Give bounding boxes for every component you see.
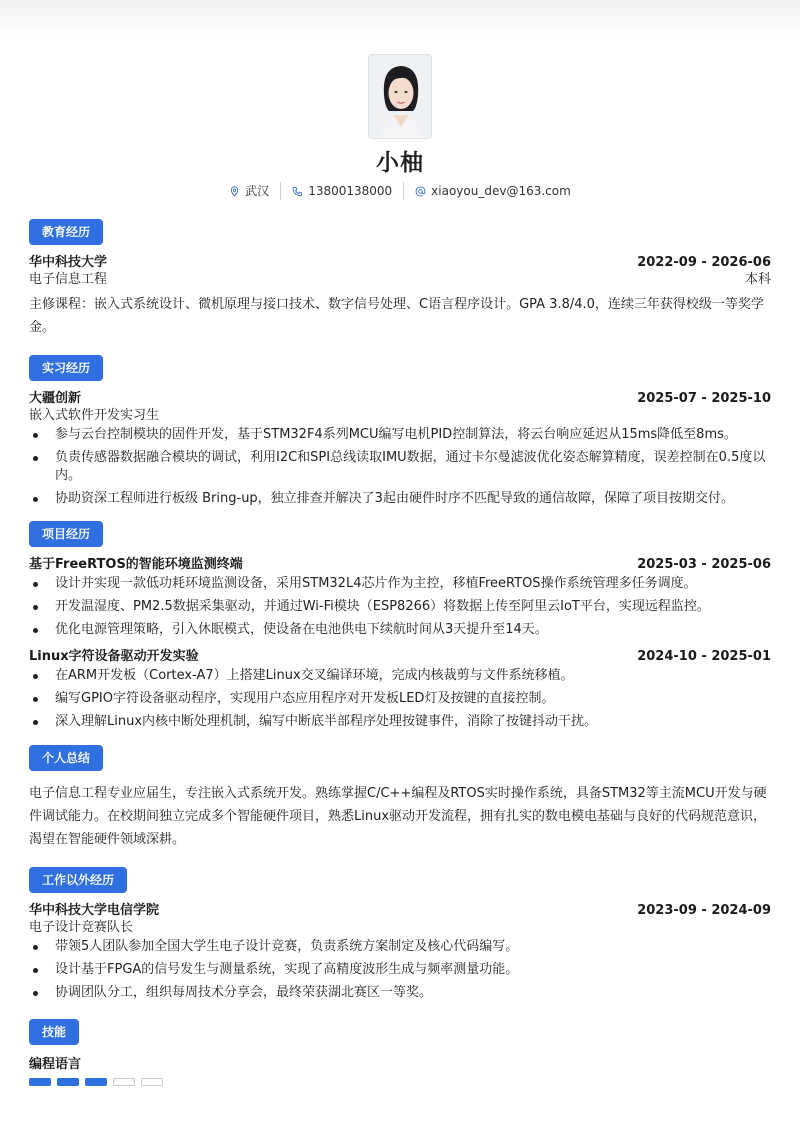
projects-heading: 项目经历: [29, 521, 103, 547]
school-name: 华中科技大学: [29, 255, 108, 270]
skills-heading: 技能: [29, 1019, 79, 1045]
education-row: [29, 254, 771, 271]
contact-email-address[interactable]: xiaoyou_dev@163.com: [431, 184, 571, 198]
phone-icon: [292, 186, 303, 197]
list-item: 协调团队分工，组织每周技术分享会，最终荣获湖北赛区一等奖。: [29, 984, 771, 1002]
education-description: 主修课程：嵌入式系统设计、微机原理与接口技术、数字信号处理、C语言程序设计。GPA 3.8/4.0，连续三年获得校级一等奖学金。: [29, 297, 764, 335]
project-row: [29, 556, 771, 573]
resume-header: [29, 0, 771, 200]
internship-bullets: [29, 426, 771, 508]
project-row: [29, 648, 771, 665]
education-heading: 教育经历: [29, 219, 103, 245]
location-pin-icon: [229, 186, 240, 197]
education-section: [29, 219, 771, 339]
internship-role: 嵌入式软件开发实习生: [29, 408, 160, 423]
contact-city: 武汉: [245, 184, 270, 198]
extra-heading: 工作以外经历: [29, 867, 127, 893]
list-item: 参与云台控制模块的固件开发，基于STM32F4系列MCU编写电机PID控制算法，将云台响应延迟从15ms降低至8ms。: [29, 426, 771, 444]
list-item: 优化电源管理策略，引入休眠模式，使设备在电池供电下续航时间从3天提升至14天。: [29, 621, 771, 639]
contact-phone-number[interactable]: 13800138000: [308, 184, 393, 198]
list-item: 开发温湿度、PM2.5数据采集驱动，并通过Wi-Fi模块（ESP8266）将数据上传至阿里云IoT平台，实现远程监控。: [29, 598, 771, 616]
project-bullets: [29, 667, 771, 731]
contact-location: [218, 182, 280, 200]
skill-level-segment: [113, 1078, 135, 1086]
portrait-image: [369, 55, 432, 139]
list-item: 在ARM开发板（Cortex-A7）上搭建Linux交叉编译环境，完成内核裁剪与文件系统移植。: [29, 667, 771, 685]
extra-org-name: 华中科技大学电信学院: [29, 903, 160, 918]
extra-role: 电子设计竞赛队长: [29, 920, 134, 935]
internship-section: [29, 355, 771, 508]
education-subrow: [29, 271, 771, 288]
extra-row: [29, 902, 771, 919]
list-item: 设计并实现一款低功耗环境监测设备，采用STM32L4芯片作为主控，移植FreeRTOS操作系统管理多任务调度。: [29, 575, 771, 593]
education-major: 电子信息工程: [29, 272, 108, 287]
contact-bar: [29, 182, 771, 200]
project-name: 基于FreeRTOS的智能环境监测终端: [29, 557, 243, 572]
skills-section: [29, 1019, 771, 1086]
list-item: 负责传感器数据融合模块的调试，利用I2C和SPI总线读取IMU数据，通过卡尔曼滤波优化姿态解算精度，误差控制在0.5度以内。: [29, 449, 771, 485]
summary-section: [29, 745, 771, 851]
list-item: 协助资深工程师进行板级 Bring-up，独立排查并解决了3起由硬件时序不匹配导致的通信故障，保障了项目按期交付。: [29, 490, 771, 508]
project-dates: 2024-10 - 2025-01: [637, 649, 771, 664]
internship-dates: 2025-07 - 2025-10: [637, 391, 771, 406]
list-item: 带领5人团队参加全国大学生电子设计竞赛，负责系统方案制定及核心代码编写。: [29, 938, 771, 956]
company-name: 大疆创新: [29, 391, 82, 406]
extra-section: [29, 867, 771, 1002]
skill-level-segment: [85, 1078, 107, 1086]
contact-email: [403, 182, 582, 200]
internship-row: [29, 390, 771, 407]
list-item: 编写GPIO字符设备驱动程序，实现用户态应用程序对开发板LED灯及按键的直接控制。: [29, 690, 771, 708]
skill-level-meter: [29, 1078, 771, 1086]
skill-level-segment: [57, 1078, 79, 1086]
list-item: 设计基于FPGA的信号发生与测量系统，实现了高精度波形生成与频率测量功能。: [29, 961, 771, 979]
project-dates: 2025-03 - 2025-06: [637, 557, 771, 572]
contact-phone: [280, 182, 403, 200]
education-degree: 本科: [744, 272, 771, 287]
summary-heading: 个人总结: [29, 745, 103, 771]
candidate-name: 小柚: [376, 150, 424, 176]
project-name: Linux字符设备驱动开发实验: [29, 649, 199, 664]
education-dates: 2022-09 - 2026-06: [637, 255, 771, 270]
summary-text: 电子信息工程专业应届生，专注嵌入式系统开发。熟练掌握C/C++编程及RTOS实时操作系统，具备STM32等主流MCU开发与硬件调试能力。在校期间独立完成多个智能硬件项目，熟悉Linux驱动开发流程，拥有扎实的数电模电基础与良好的代码规范意识，渴望在智能硬件领域深耕。: [29, 786, 767, 847]
extra-bullets: [29, 938, 771, 1002]
at-sign-icon: [415, 186, 426, 197]
projects-section: [29, 521, 771, 731]
profile-photo: [368, 54, 432, 139]
skill-level-segment: [141, 1078, 163, 1086]
skill-name: 编程语言: [29, 1057, 82, 1072]
project-bullets: [29, 575, 771, 639]
extra-dates: 2023-09 - 2024-09: [637, 903, 771, 918]
list-item: 深入理解Linux内核中断处理机制，编写中断底半部程序处理按键事件，消除了按键抖动干扰。: [29, 713, 771, 731]
internship-heading: 实习经历: [29, 355, 103, 381]
skill-level-segment: [29, 1078, 51, 1086]
